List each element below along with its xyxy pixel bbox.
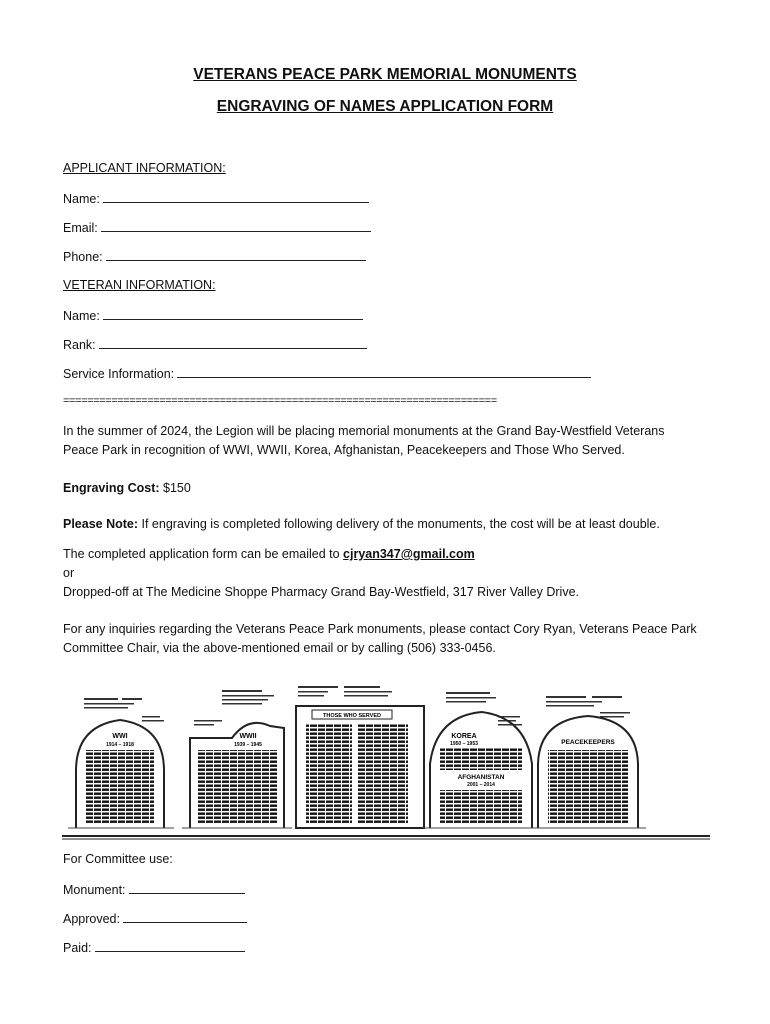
afghanistan-years: 2001 – 2014 (467, 782, 495, 788)
those-who-served-label: THOSE WHO SERVED (323, 713, 381, 719)
veteran-name-label: Name: (63, 309, 100, 323)
monument-wwi (68, 698, 174, 828)
applicant-name-label: Name: (63, 192, 100, 206)
veteran-rank-row (63, 336, 367, 352)
committee-monument-field[interactable] (129, 881, 245, 894)
cost-line (63, 479, 703, 498)
committee-approved-field[interactable] (123, 910, 247, 923)
monument-korea-afghanistan (422, 692, 542, 828)
note-line (63, 515, 703, 534)
wwii-years: 1939 – 1945 (234, 742, 262, 748)
wwii-label: WWII (239, 733, 257, 740)
committee-paid-row (63, 939, 245, 955)
korea-label: KOREA (451, 733, 477, 740)
note-text: If engraving is completed following delivery of the monuments, the cost will be at least double. (141, 517, 660, 531)
veteran-rank-field[interactable] (99, 336, 367, 349)
veteran-service-field[interactable] (177, 365, 591, 378)
applicant-email-field[interactable] (101, 219, 371, 232)
monument-peacekeepers (530, 696, 646, 828)
submission-block (63, 545, 703, 602)
veteran-rank-label: Rank: (63, 338, 96, 352)
committee-monument-row (63, 881, 245, 897)
note-label: Please Note: (63, 517, 139, 531)
applicant-phone-label: Phone: (63, 250, 103, 264)
dropoff-text: Dropped-off at The Medicine Shoppe Pharmacy Grand Bay-Westfield, 317 River Valley Drive. (63, 585, 579, 599)
applicant-name-row (63, 190, 369, 206)
committee-approved-label: Approved: (63, 912, 120, 926)
applicant-email-row (63, 219, 371, 235)
veteran-service-row (63, 365, 591, 381)
monuments-drawing (62, 676, 710, 842)
monument-those-who-served (296, 686, 424, 828)
form-title: VETERANS PEACE PARK MEMORIAL MONUMENTS (193, 66, 577, 83)
committee-paid-label: Paid: (63, 941, 92, 955)
committee-monument-label: Monument: (63, 883, 126, 897)
veteran-name-row (63, 307, 363, 323)
intro-paragraph: In the summer of 2024, the Legion will be placing memorial monuments at the Grand Bay-Westfield Veterans Peace Park in recognition of WWI, WWII, Korea, Afghanistan, Peacekeepers and Those Who Served. (63, 424, 665, 457)
afghanistan-label: AFGHANISTAN (457, 774, 505, 781)
applicant-heading: APPLICANT INFORMATION: (63, 161, 226, 175)
cost-label: Engraving Cost: (63, 481, 160, 495)
committee-paid-field[interactable] (95, 939, 245, 952)
korea-years: 1950 – 1953 (450, 741, 478, 747)
divider: ======================================================================== (63, 395, 497, 407)
or-text: or (63, 566, 75, 580)
applicant-email-label: Email: (63, 221, 98, 235)
email-instruction: The completed application form can be emailed to (63, 547, 340, 561)
veteran-heading: VETERAN INFORMATION: (63, 278, 216, 292)
applicant-phone-row (63, 248, 366, 264)
peacekeepers-label: PEACEKEEPERS (561, 739, 615, 746)
veteran-service-label: Service Information: (63, 367, 175, 381)
committee-approved-row (63, 910, 247, 926)
committee-heading: For Committee use: (63, 852, 173, 866)
veteran-name-field[interactable] (103, 307, 363, 320)
applicant-phone-field[interactable] (106, 248, 366, 261)
form-subtitle: ENGRAVING OF NAMES APPLICATION FORM (216, 98, 554, 115)
wwi-years: 1914 – 1918 (106, 742, 134, 748)
inquiries-paragraph: For any inquiries regarding the Veterans Peace Park monuments, please contact Cory Ryan, Veterans Peace Park Committee Chair, via the above-mentioned email or by calling (506) 333-0456. (63, 622, 697, 655)
applicant-name-field[interactable] (103, 190, 369, 203)
cost-value: $150 (163, 481, 191, 495)
contact-email-link[interactable]: cjryan347@gmail.com (343, 547, 475, 561)
wwi-label: WWI (112, 733, 128, 740)
monument-wwii (182, 690, 292, 828)
